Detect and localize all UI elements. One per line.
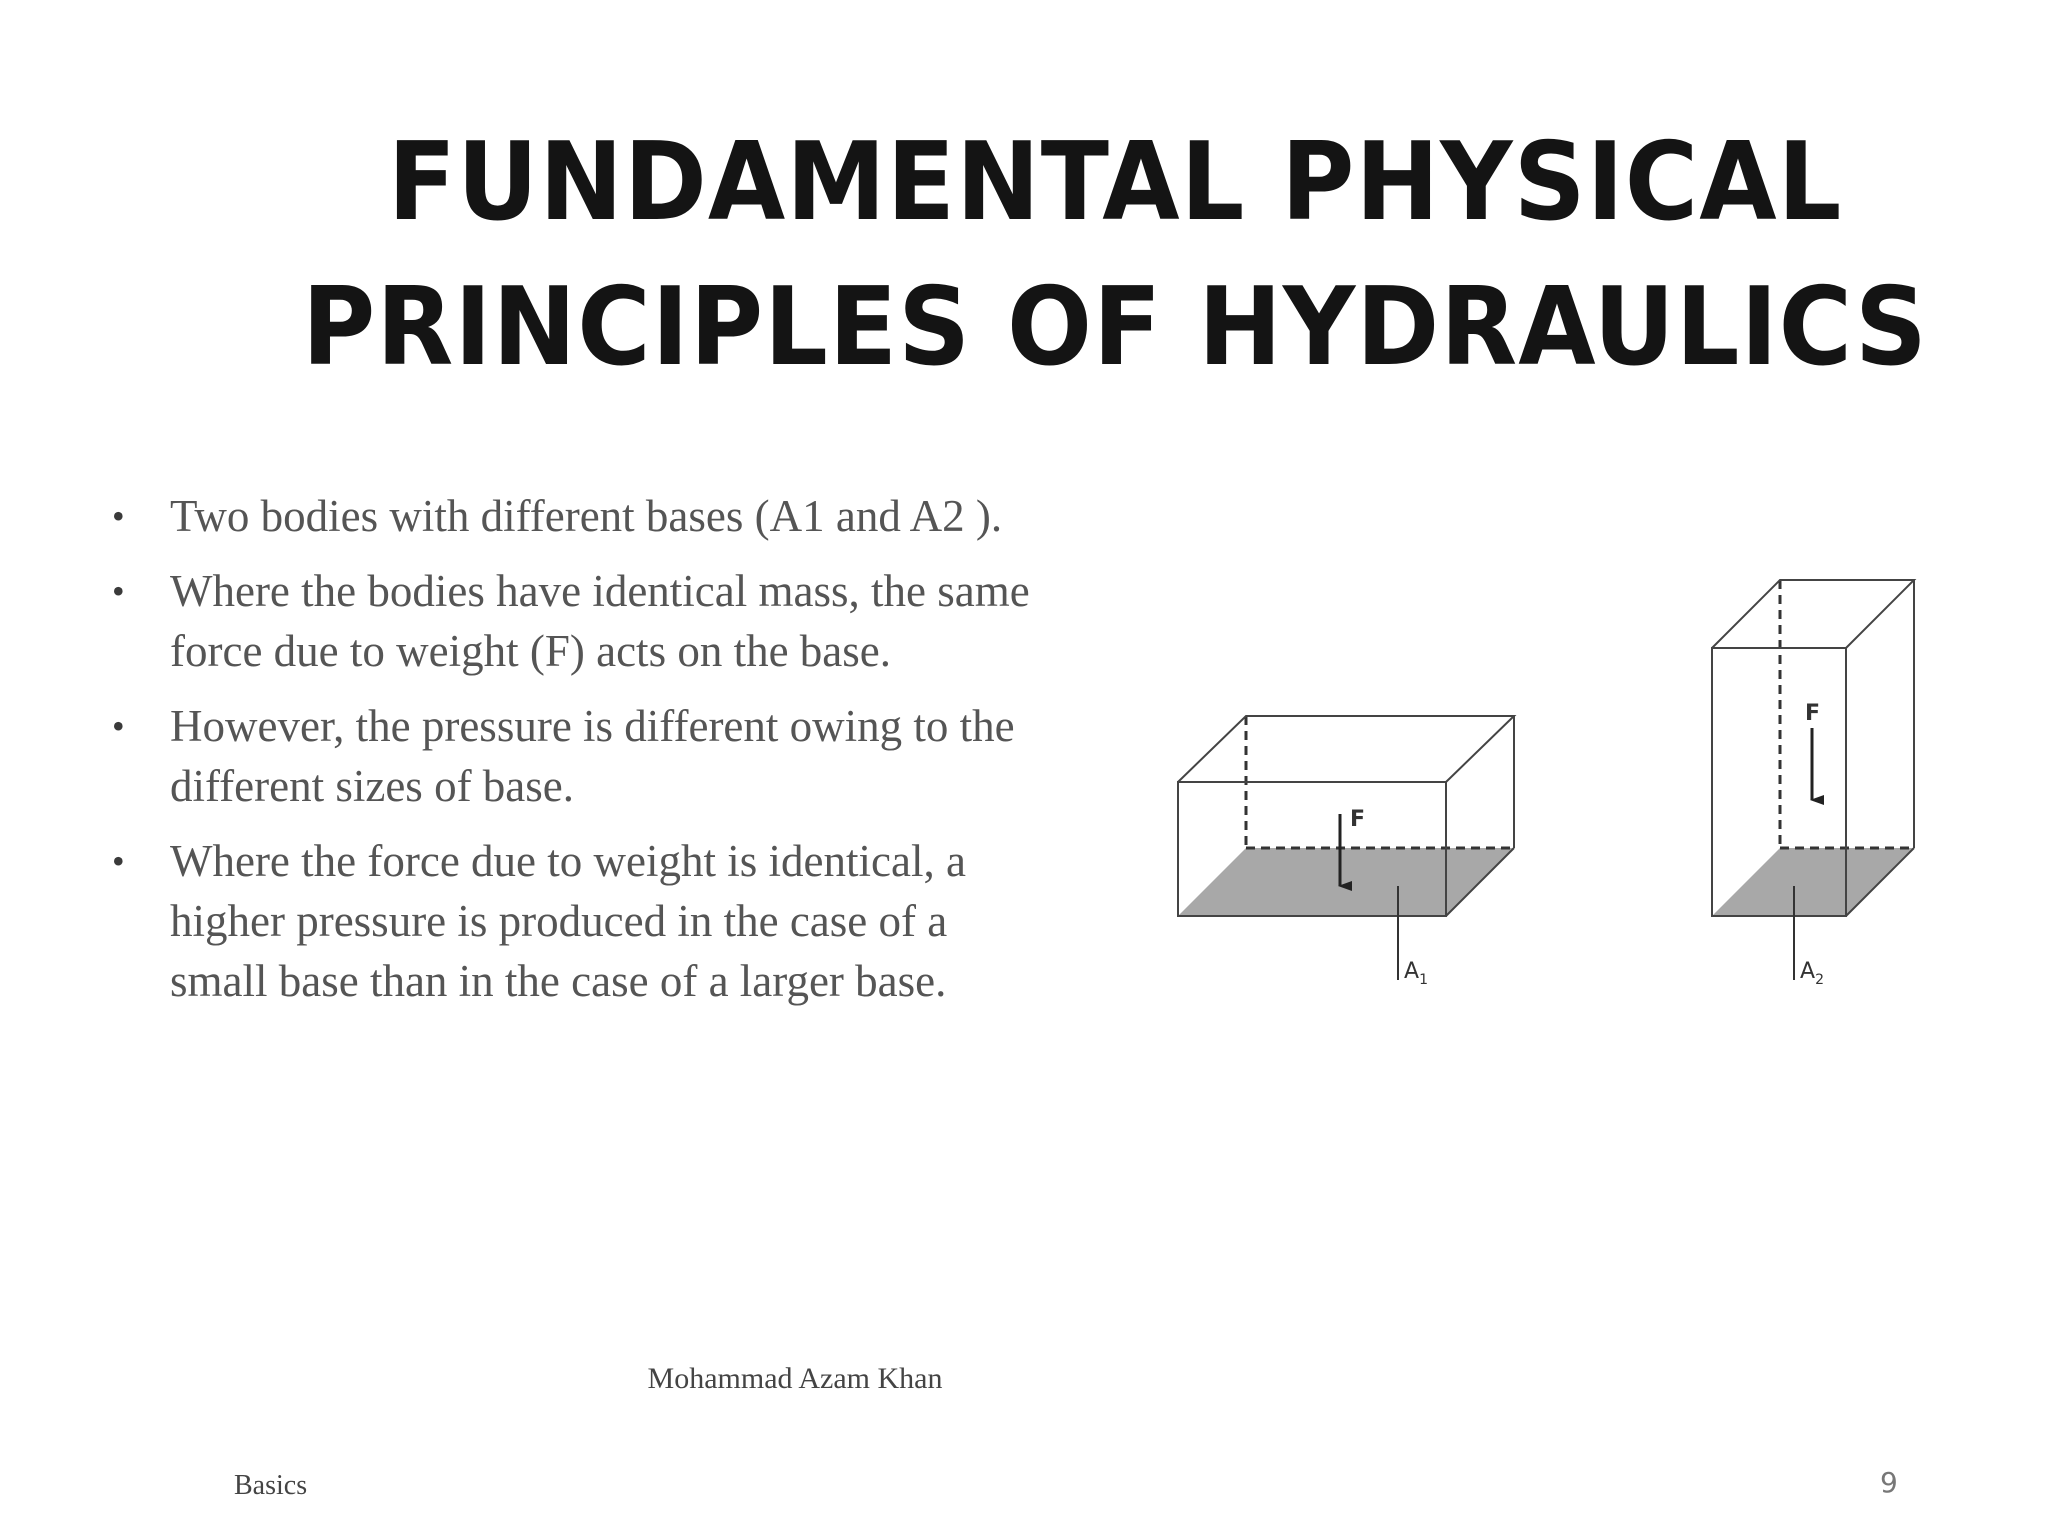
page-number: 9 (1880, 1466, 1898, 1499)
narrow-base-box (1712, 580, 1914, 988)
title-line-1: FUNDAMENTAL PHYSICAL (387, 118, 1843, 245)
title-line-2: PRINCIPLES OF HYDRAULICS (302, 263, 1928, 390)
area-label-a2: $A_2$ (1800, 959, 1824, 988)
wide-base-box (1178, 716, 1514, 988)
base-area-a1 (1178, 848, 1514, 916)
bullet-item: • However, the pressure is different owing to the different sizes of base. (112, 696, 1032, 816)
bullet-item: • Where the bodies have identical mass, the same force due to weight (F) acts on the base. (112, 561, 1032, 681)
author-name: Mohammad Azam Khan (647, 1362, 943, 1395)
bullet-list (112, 486, 1032, 1026)
slide-title (250, 110, 1980, 399)
footer-label: Basics (234, 1470, 308, 1501)
base-area-a2 (1712, 848, 1914, 916)
force-label: F (1805, 701, 1821, 726)
area-label-a1: $A_1$ (1404, 959, 1428, 988)
bullet-item: • Two bodies with different bases (A1 and A2 ). (112, 486, 1032, 546)
pressure-diagram (1160, 560, 1940, 1020)
force-label: F (1350, 807, 1366, 832)
bullet-item: • Where the force due to weight is identical, a higher pressure is produced in the case of a small base than in the case of a larger base. (112, 831, 1032, 1011)
